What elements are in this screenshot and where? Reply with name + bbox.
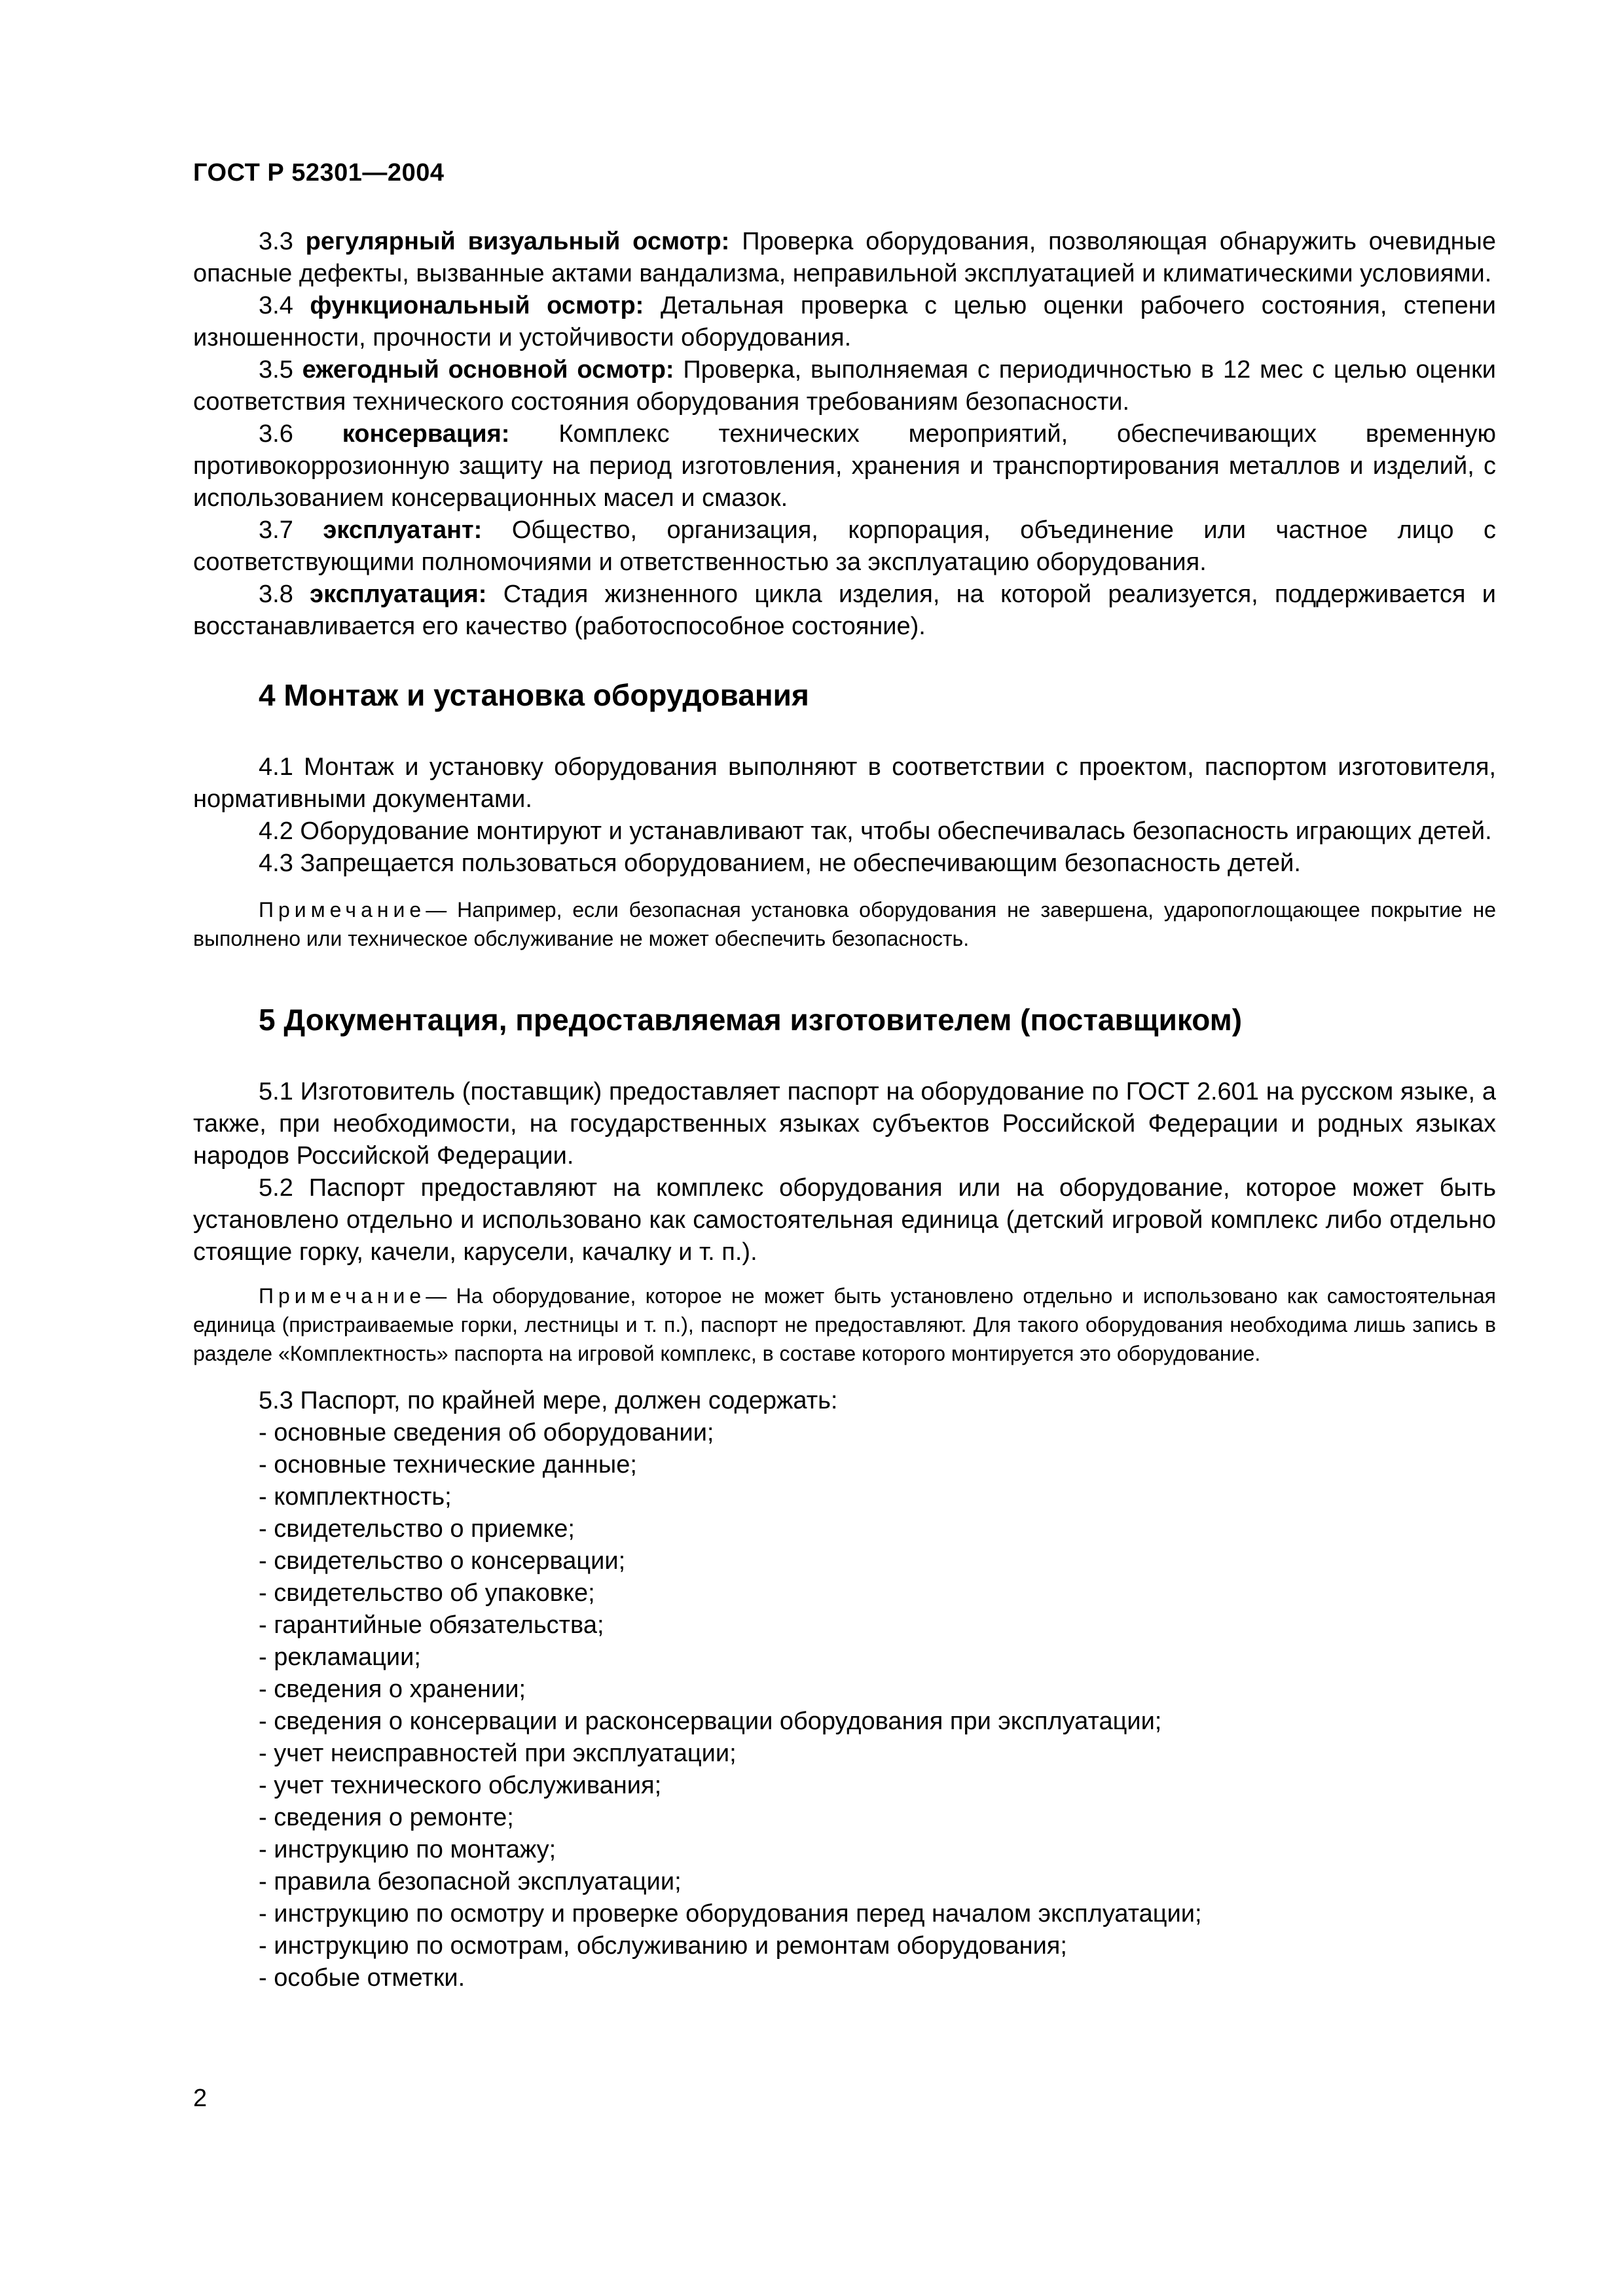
clause-5-1: 5.1 Изготовитель (поставщик) предоставляет паспорт на оборудование по ГОСТ 2.601 на русском языке, а также, при необходимости, на государственных языках субъектов Российской Федерации и родных языках народов Российской Федерации. xyxy=(193,1078,1496,1170)
term-3-5 xyxy=(193,354,1496,418)
term-3-8 xyxy=(193,579,1496,643)
term-title: эксплуатант: xyxy=(323,516,483,544)
list-item: - учет неисправностей при эксплуатации; xyxy=(259,1740,737,1767)
section-4-heading: 4 Монтаж и установка оборудования xyxy=(259,678,809,712)
list-item: - гарантийные обязательства; xyxy=(259,1611,604,1639)
clause-4-1: 4.1 Монтаж и установку оборудования выполняют в соответствии с проектом, паспортом изготовителя, нормативными документами. xyxy=(193,753,1496,813)
term-definition: Проверка, выполняемая с периодичностью в 12 мес с целью оценки соответствия технического состояния оборудования требованиям безопасности. xyxy=(193,356,1496,416)
list-item: - правила безопасной эксплуатации; xyxy=(259,1868,682,1895)
term-definition: Проверка оборудования, позволяющая обнаружить очевидные опасные дефекты, вызванные актами вандализма, неправильной эксплуатацией и климатическими условиями. xyxy=(193,228,1497,287)
list-item: - комплектность; xyxy=(259,1483,452,1511)
term-3-3 xyxy=(193,226,1496,290)
term-title: функциональный осмотр: xyxy=(310,292,644,319)
term-number: 3.5 xyxy=(259,356,293,384)
term-title: ежегодный основной осмотр: xyxy=(302,356,674,384)
note-label: Примечание xyxy=(259,898,426,922)
list-item: - свидетельство об упаковке; xyxy=(259,1579,595,1607)
list-item: - свидетельство о консервации; xyxy=(259,1547,626,1575)
term-3-4 xyxy=(193,290,1496,354)
note-label: Примечание xyxy=(259,1284,426,1308)
term-number: 3.4 xyxy=(259,292,293,319)
list-item: - свидетельство о приемке; xyxy=(259,1515,575,1543)
term-title: эксплуатация: xyxy=(310,581,487,608)
term-definition: Детальная проверка с целью оценки рабочего состояния, степени изношенности, прочности и устойчивости оборудования. xyxy=(193,292,1497,351)
section-5-note xyxy=(193,1282,1496,1368)
list-item: - инструкцию по монтажу; xyxy=(259,1836,556,1863)
term-definition: Стадия жизненного цикла изделия, на которой реализуется, поддерживается и восстанавливается его качество (работоспособное состояние). xyxy=(193,581,1496,640)
document-body xyxy=(193,226,1496,1994)
list-item: - инструкцию по осмотру и проверке оборудования перед началом эксплуатации; xyxy=(259,1900,1202,1928)
term-definition: Комплекс технических мероприятий, обеспечивающих временную противокоррозионную защиту на период изготовления, хранения и транспортирования металлов и изделий, с использованием консервационных масел и смазок. xyxy=(193,420,1497,512)
list-item: - основные сведения об оборудовании; xyxy=(259,1419,714,1446)
clause-5-2: 5.2 Паспорт предоставляют на комплекс оборудования или на оборудование, которое может быть установлено отдельно и использовано как самостоятельная единица (детский игровой комплекс либо отдельно стоящие горку, качели, карусели, качалку и т. п.). xyxy=(193,1174,1496,1266)
term-title: консервация: xyxy=(342,420,510,448)
clause-4-3: 4.3 Запрещается пользоваться оборудованием, не обеспечивающим безопасность детей. xyxy=(259,850,1301,877)
section-5-heading: 5 Документация, предоставляемая изготовителем (поставщиком) xyxy=(259,1003,1243,1037)
term-number: 3.3 xyxy=(259,228,293,255)
list-item: - учет технического обслуживания; xyxy=(259,1772,662,1799)
section-4-note xyxy=(193,895,1496,953)
term-definition: Общество, организация, корпорация, объединение или частное лицо с соответствующими полномочиями и ответственностью за эксплуатацию оборудования. xyxy=(193,516,1497,576)
clause-5-3: 5.3 Паспорт, по крайней мере, должен содержать: xyxy=(259,1387,838,1414)
list-item: - основные технические данные; xyxy=(259,1451,637,1479)
list-item: - сведения о консервации и расконсервации оборудования при эксплуатации; xyxy=(259,1708,1162,1735)
list-item: - рекламации; xyxy=(259,1643,421,1671)
term-title: регулярный визуальный осмотр: xyxy=(305,228,730,255)
list-item: - сведения о хранении; xyxy=(259,1676,526,1703)
list-item: - сведения о ремонте; xyxy=(259,1804,514,1831)
clause-4-2: 4.2 Оборудование монтируют и устанавливают так, чтобы обеспечивалась безопасность играющих детей. xyxy=(259,817,1492,845)
term-3-6 xyxy=(193,418,1496,514)
term-number: 3.6 xyxy=(259,420,293,448)
note-text: — На оборудование, которое не может быть установлено отдельно и использовано как самостоятельная единица (пристраиваемые горки, лестницы и т. п.), паспорт не предоставляют. Для такого оборудования необходима лишь запись в разделе «Комплектность» паспорта на игровой комплекс, в составе которого монтируется это оборудование. xyxy=(193,1284,1496,1365)
note-text: — Например, если безопасная установка оборудования не завершена, ударопоглощающее покрытие не выполнено или техническое обслуживание не может обеспечить безопасность. xyxy=(193,898,1496,950)
term-3-7 xyxy=(193,514,1496,579)
term-number: 3.7 xyxy=(259,516,293,544)
passport-contents-list xyxy=(193,1417,1496,1994)
page-number: 2 xyxy=(193,2085,208,2112)
document-code-header: ГОСТ Р 52301—2004 xyxy=(193,159,445,187)
list-item: - особые отметки. xyxy=(259,1964,465,1992)
term-number: 3.8 xyxy=(259,581,293,608)
list-item: - инструкцию по осмотрам, обслуживанию и ремонтам оборудования; xyxy=(259,1932,1067,1960)
